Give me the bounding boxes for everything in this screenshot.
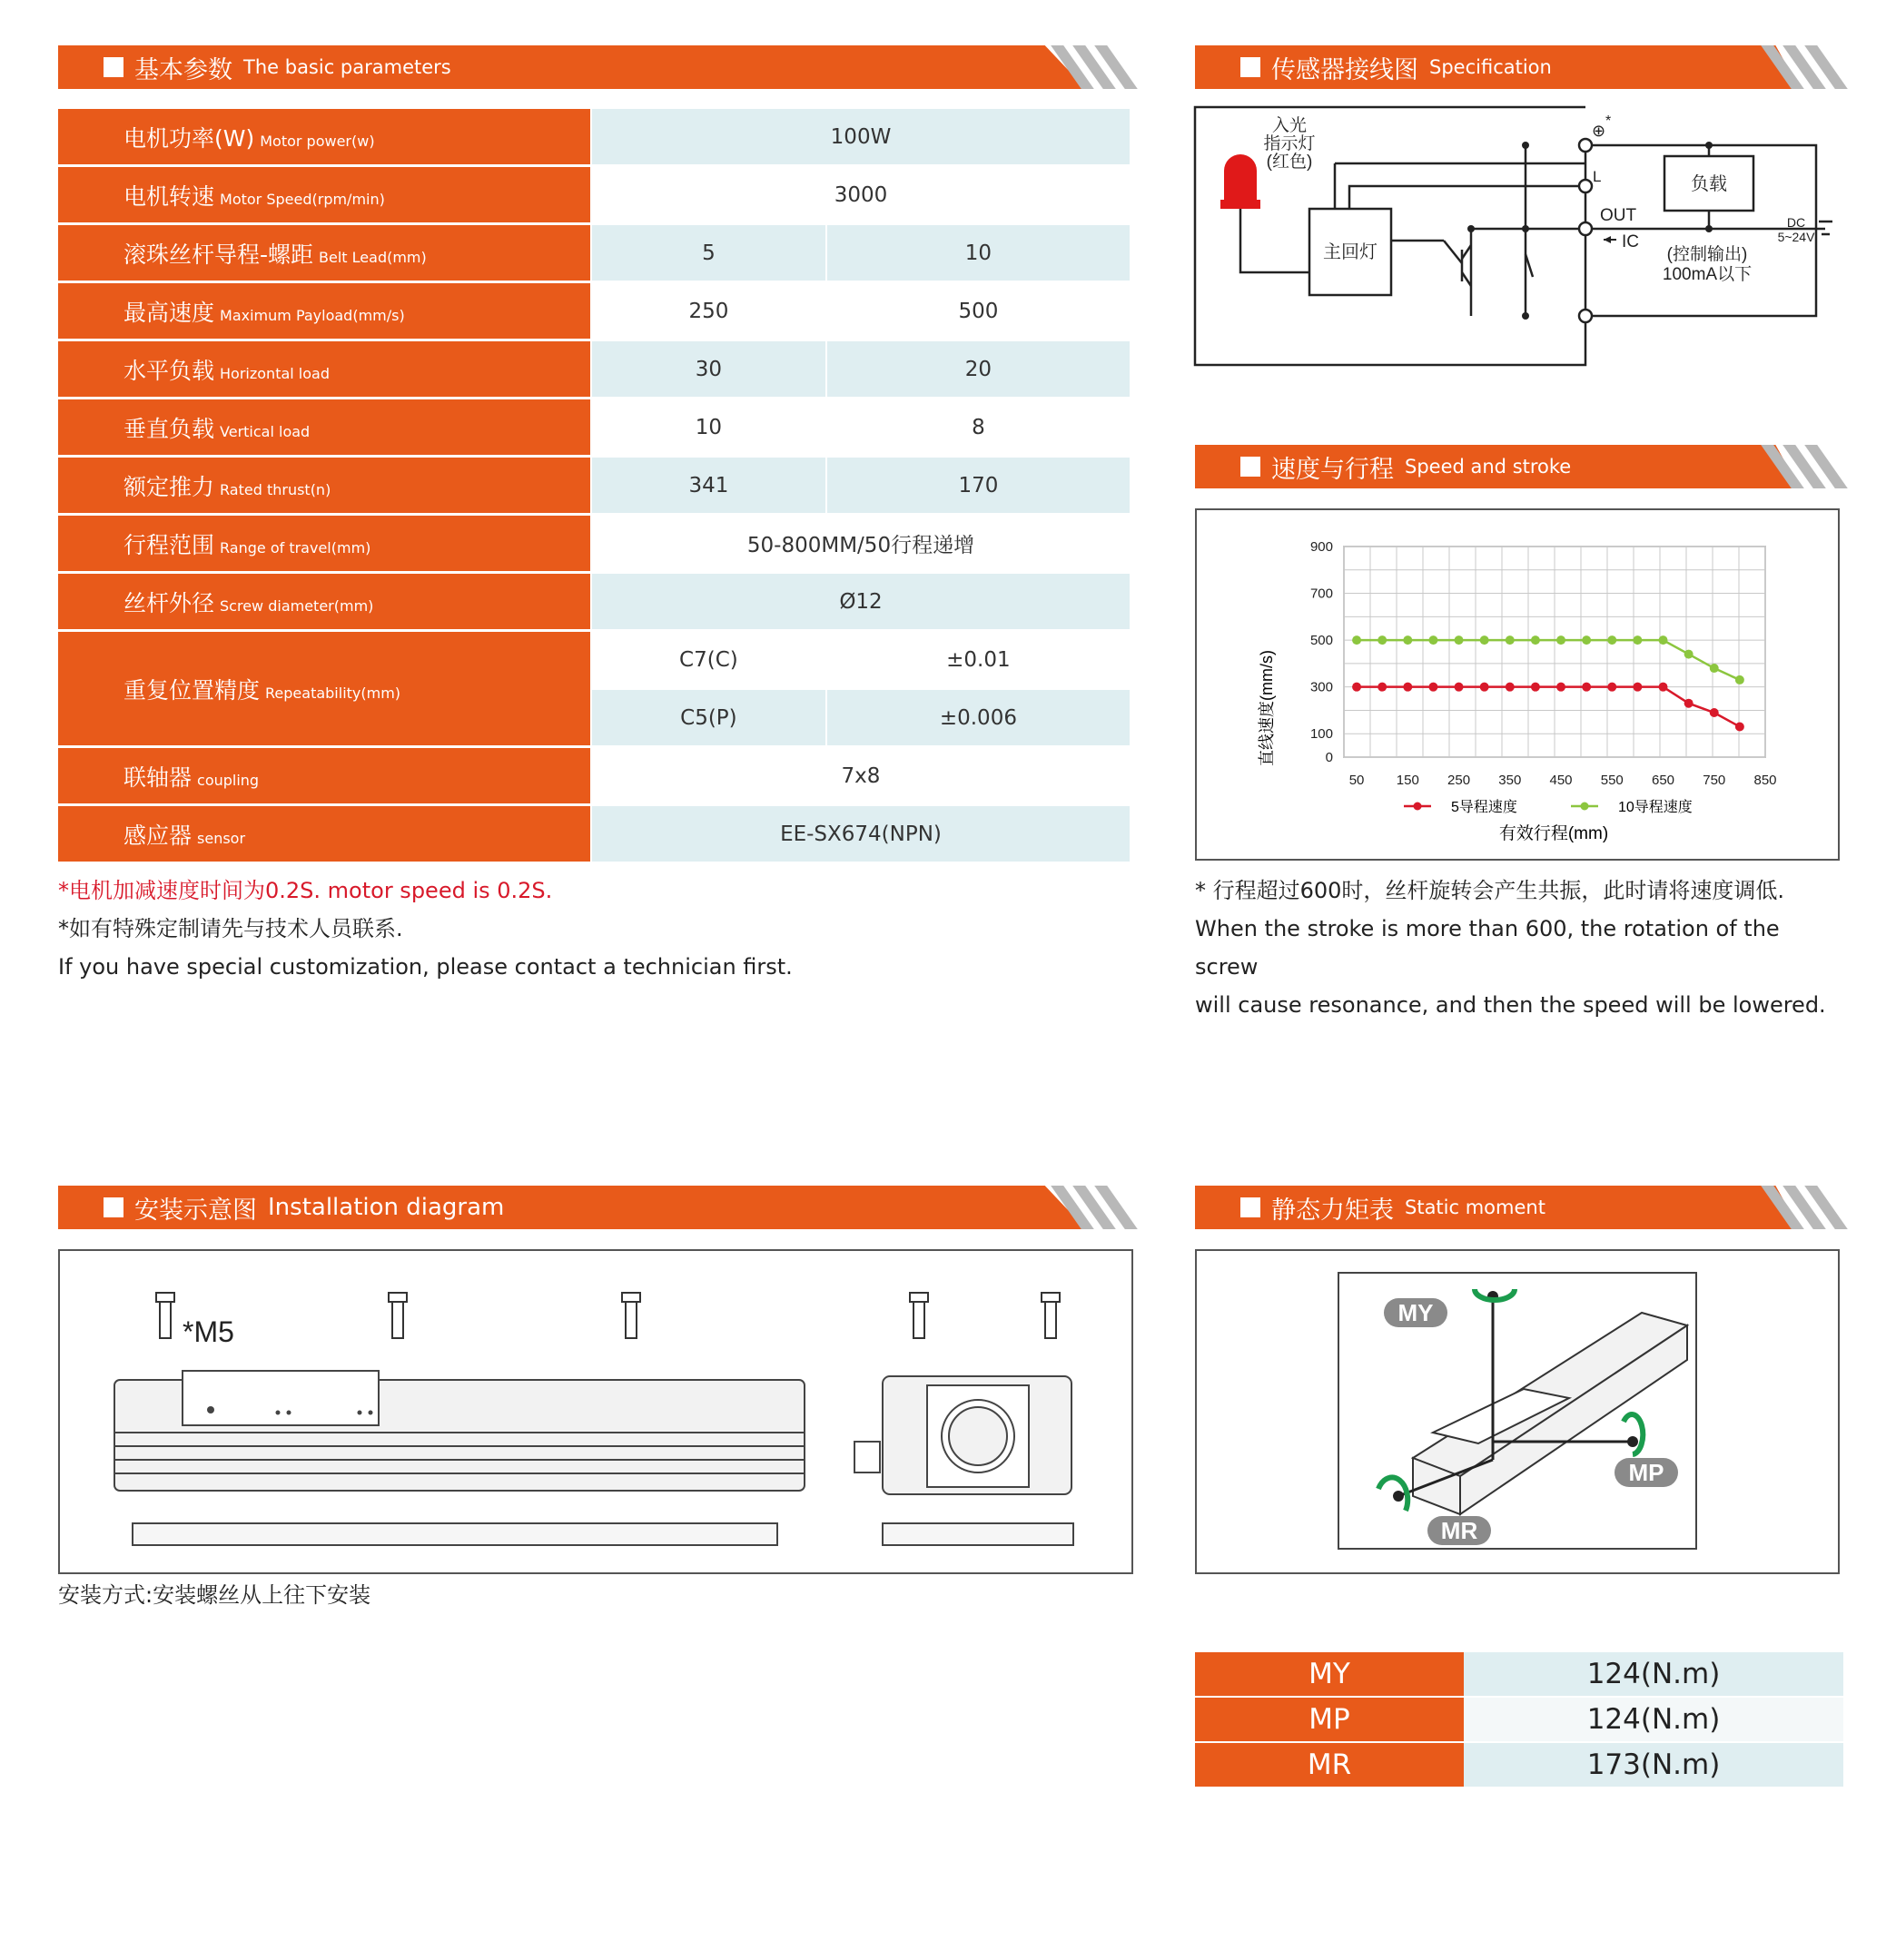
header-stripes <box>1758 1186 1840 1229</box>
data-point <box>1582 635 1591 645</box>
legend-label-10: 10导程速度 <box>1618 800 1693 815</box>
table-row <box>1195 1742 1843 1788</box>
l-terminal: L <box>1593 168 1602 185</box>
out-label: OUT <box>1600 206 1637 225</box>
data-point <box>1556 683 1565 692</box>
x-tick-label: 250 <box>1447 773 1471 788</box>
table-row <box>58 747 1130 805</box>
lamp-label: 入光 <box>1271 116 1308 135</box>
data-point <box>1607 635 1616 645</box>
data-point <box>1531 683 1540 692</box>
load-label: 负载 <box>1691 174 1727 194</box>
legend-label-5: 5导程速度 <box>1451 800 1517 815</box>
installation-drawing <box>60 1251 1131 1572</box>
row-label-cn: 垂直负载 <box>123 415 215 442</box>
y-axis-label: 直线速度(mm/s) <box>1258 650 1276 766</box>
data-point <box>1633 635 1642 645</box>
row-label-en: Repeatability(mm) <box>265 684 401 702</box>
mp-label: MP <box>1628 1459 1664 1486</box>
data-point <box>1428 683 1437 692</box>
installation-frame <box>58 1249 1133 1574</box>
table-row <box>58 805 1130 863</box>
row-label-en: Motor Speed(rpm/min) <box>220 190 385 208</box>
section-title-en: Speed and stroke <box>1405 456 1572 478</box>
row-label-cn: 水平负载 <box>123 357 215 384</box>
row-label-cn: 联轴器 <box>123 763 193 791</box>
static-moment-header <box>1195 1186 1840 1229</box>
row-value: 500 <box>826 282 1130 340</box>
row-label-cn: 额定推力 <box>123 473 215 500</box>
row-value: C7(C) <box>591 631 826 689</box>
row-value: 341 <box>591 457 826 515</box>
x-tick-label: 650 <box>1651 773 1675 788</box>
speed-notes <box>1195 872 1849 1024</box>
data-point <box>1403 635 1412 645</box>
data-point <box>1455 683 1464 692</box>
indicator-lamp-icon <box>1224 154 1257 200</box>
row-label-en: sensor <box>197 829 246 847</box>
row-value: 170 <box>826 457 1130 515</box>
row-value: 50-800MM/50行程递增 <box>591 515 1130 573</box>
y-tick-label: 100 <box>1309 726 1333 743</box>
row-label-en: Screw diameter(mm) <box>220 596 374 615</box>
x-axis-label: 有效行程(mm) <box>1498 824 1609 843</box>
row-label-cn: 电机功率(W) <box>123 124 255 152</box>
data-point <box>1735 722 1744 731</box>
square-icon <box>1240 1197 1260 1217</box>
control-output-label: 100mA以下 <box>1662 265 1753 284</box>
row-label-cn: 感应器 <box>123 822 193 849</box>
data-point <box>1403 683 1412 692</box>
note-line: If you have special customization, please contact a technician first. <box>58 954 793 980</box>
note-red: *电机加减速度时间为0.2S. motor speed is 0.2S. <box>58 878 553 903</box>
note-line: * 行程超过600时，丝杆旋转会产生共振，此时请将速度调低. <box>1195 878 1785 903</box>
row-label-en: Rated thrust(n) <box>220 480 331 498</box>
installation-header <box>58 1186 1130 1229</box>
speed-stroke-header <box>1195 445 1840 488</box>
table-row <box>1195 1697 1843 1742</box>
row-value: ±0.006 <box>826 689 1130 747</box>
data-point <box>1659 683 1668 692</box>
section-title-cn: 传感器接线图 <box>1271 55 1418 84</box>
row-label-cn: 滚珠丝杆导程-螺距 <box>123 241 314 268</box>
plus-terminal: ⊕ <box>1592 122 1606 140</box>
section-title-en: Static moment <box>1405 1197 1545 1218</box>
data-point <box>1352 683 1361 692</box>
row-value: 3000 <box>591 166 1130 224</box>
row-label-cn: 电机转速 <box>123 182 215 210</box>
data-point <box>1710 708 1719 717</box>
speed-chart <box>1197 510 1838 859</box>
row-value: 7x8 <box>591 747 1130 805</box>
row-label-en: Vertical load <box>220 422 311 440</box>
table-row <box>58 282 1130 340</box>
x-tick-label: 450 <box>1549 773 1573 788</box>
moment-value: 124(N.m) <box>1464 1697 1843 1742</box>
x-tick-label: 750 <box>1703 773 1726 788</box>
square-icon <box>104 1197 123 1217</box>
header-stripes <box>1048 45 1130 89</box>
table-row <box>58 340 1130 399</box>
table-row <box>58 515 1130 573</box>
data-point <box>1506 635 1515 645</box>
star-mark: * <box>1605 113 1612 129</box>
row-label-cn: 丝杆外径 <box>123 589 215 616</box>
row-value: EE-SX674(NPN) <box>591 805 1130 863</box>
header-stripes <box>1758 45 1840 89</box>
data-point <box>1684 699 1694 708</box>
data-point <box>1710 664 1719 673</box>
row-label-cn: 重复位置精度 <box>123 676 261 704</box>
row-label-en: Maximum Payload(mm/s) <box>220 306 405 324</box>
table-row <box>58 399 1130 457</box>
row-value: 250 <box>591 282 826 340</box>
table-row <box>58 166 1130 224</box>
install-note: 安装方式:安装螺丝从上往下安装 <box>58 1582 371 1608</box>
row-label-en: Motor power(w) <box>260 132 375 150</box>
row-label-cn: 行程范围 <box>123 531 215 558</box>
note-line: When the stroke is more than 600, the rotation of the screw <box>1195 916 1780 980</box>
data-point <box>1428 635 1437 645</box>
data-point <box>1735 675 1744 685</box>
header-stripes <box>1048 1186 1130 1229</box>
basic-params-header <box>58 45 1130 89</box>
dc-label: DC <box>1786 215 1806 230</box>
table-row <box>1195 1652 1843 1697</box>
x-tick-label: 550 <box>1600 773 1624 788</box>
sensor-wiring-diagram <box>1190 100 1843 381</box>
data-point <box>1480 635 1489 645</box>
row-value: 30 <box>591 340 826 399</box>
row-value: 10 <box>826 224 1130 282</box>
section-title-cn: 安装示意图 <box>134 1196 257 1225</box>
data-point <box>1480 683 1489 692</box>
section-title-en: Installation diagram <box>268 1194 505 1221</box>
x-tick-label: 350 <box>1498 773 1522 788</box>
lamp-label: 指示灯 <box>1263 134 1316 153</box>
x-tick-label: 150 <box>1396 773 1419 788</box>
basic-notes <box>58 872 1130 986</box>
data-point <box>1531 635 1540 645</box>
section-title-cn: 静态力矩表 <box>1271 1196 1394 1225</box>
main-circuit-label: 主回灯 <box>1323 242 1378 262</box>
table-row <box>58 457 1130 515</box>
sensor-wiring-header <box>1195 45 1840 89</box>
row-label-en: coupling <box>197 771 260 789</box>
actuator-side-view <box>114 1371 805 1545</box>
row-label-en: Range of travel(mm) <box>220 538 371 556</box>
data-point <box>1556 635 1565 645</box>
table-row <box>58 631 1130 689</box>
section-title-cn: 基本参数 <box>134 55 232 84</box>
row-value: 20 <box>826 340 1130 399</box>
y-tick-label: 300 <box>1309 679 1333 695</box>
note-line: *如有特殊定制请先与技术人员联系. <box>58 916 403 941</box>
y-tick-label: 500 <box>1309 633 1333 649</box>
row-value: 8 <box>826 399 1130 457</box>
mr-label: MR <box>1440 1517 1478 1544</box>
data-point <box>1607 683 1616 692</box>
data-point <box>1659 635 1668 645</box>
data-point <box>1582 683 1591 692</box>
table-row <box>58 573 1130 631</box>
section-title-cn: 速度与行程 <box>1271 455 1394 484</box>
moment-key: MR <box>1195 1742 1464 1788</box>
table-row <box>58 224 1130 282</box>
bolt-label: *M5 <box>183 1315 234 1348</box>
speed-chart-frame <box>1195 508 1840 861</box>
moment-value: 173(N.m) <box>1464 1742 1843 1788</box>
section-title-en: The basic parameters <box>243 56 451 78</box>
y-tick-label: 700 <box>1309 586 1333 602</box>
row-label-cn: 最高速度 <box>123 299 215 326</box>
note-line: will cause resonance, and then the speed will be lowered. <box>1195 992 1826 1018</box>
actuator-end-view <box>854 1376 1073 1545</box>
lamp-label: (红色) <box>1266 153 1313 172</box>
x-tick-label: 50 <box>1348 773 1365 788</box>
square-icon <box>1240 57 1260 77</box>
moment-key: MY <box>1195 1652 1464 1697</box>
basic-params-table <box>58 109 1130 864</box>
data-point <box>1684 650 1694 659</box>
row-value: ±0.01 <box>826 631 1130 689</box>
y-tick-label: 0 <box>1325 750 1333 765</box>
data-point <box>1633 683 1642 692</box>
square-icon <box>104 57 123 77</box>
row-value: 10 <box>591 399 826 457</box>
control-output-label: (控制输出) <box>1666 245 1748 264</box>
row-label-en: Belt Lead(mm) <box>319 248 427 266</box>
data-point <box>1352 635 1361 645</box>
static-moment-table <box>1195 1652 1843 1788</box>
data-point <box>1506 683 1515 692</box>
moment-diagram <box>1197 1251 1838 1572</box>
header-stripes <box>1758 445 1840 488</box>
my-label: MY <box>1397 1299 1434 1326</box>
data-point <box>1378 683 1387 692</box>
moment-key: MP <box>1195 1697 1464 1742</box>
row-value: 100W <box>591 109 1130 166</box>
table-row <box>58 109 1130 166</box>
data-point <box>1378 635 1387 645</box>
dc-label: 5~24V <box>1777 230 1815 244</box>
square-icon <box>1240 457 1260 477</box>
row-value: C5(P) <box>591 689 826 747</box>
row-value: 5 <box>591 224 826 282</box>
data-point <box>1455 635 1464 645</box>
row-value: Ø12 <box>591 573 1130 631</box>
moment-value: 124(N.m) <box>1464 1652 1843 1697</box>
section-title-en: Specification <box>1429 56 1552 78</box>
row-label-en: Horizontal load <box>220 364 330 382</box>
moment-frame <box>1195 1249 1840 1574</box>
x-tick-label: 850 <box>1753 773 1777 788</box>
y-tick-label: 900 <box>1309 539 1333 555</box>
ic-label: IC <box>1622 232 1639 251</box>
